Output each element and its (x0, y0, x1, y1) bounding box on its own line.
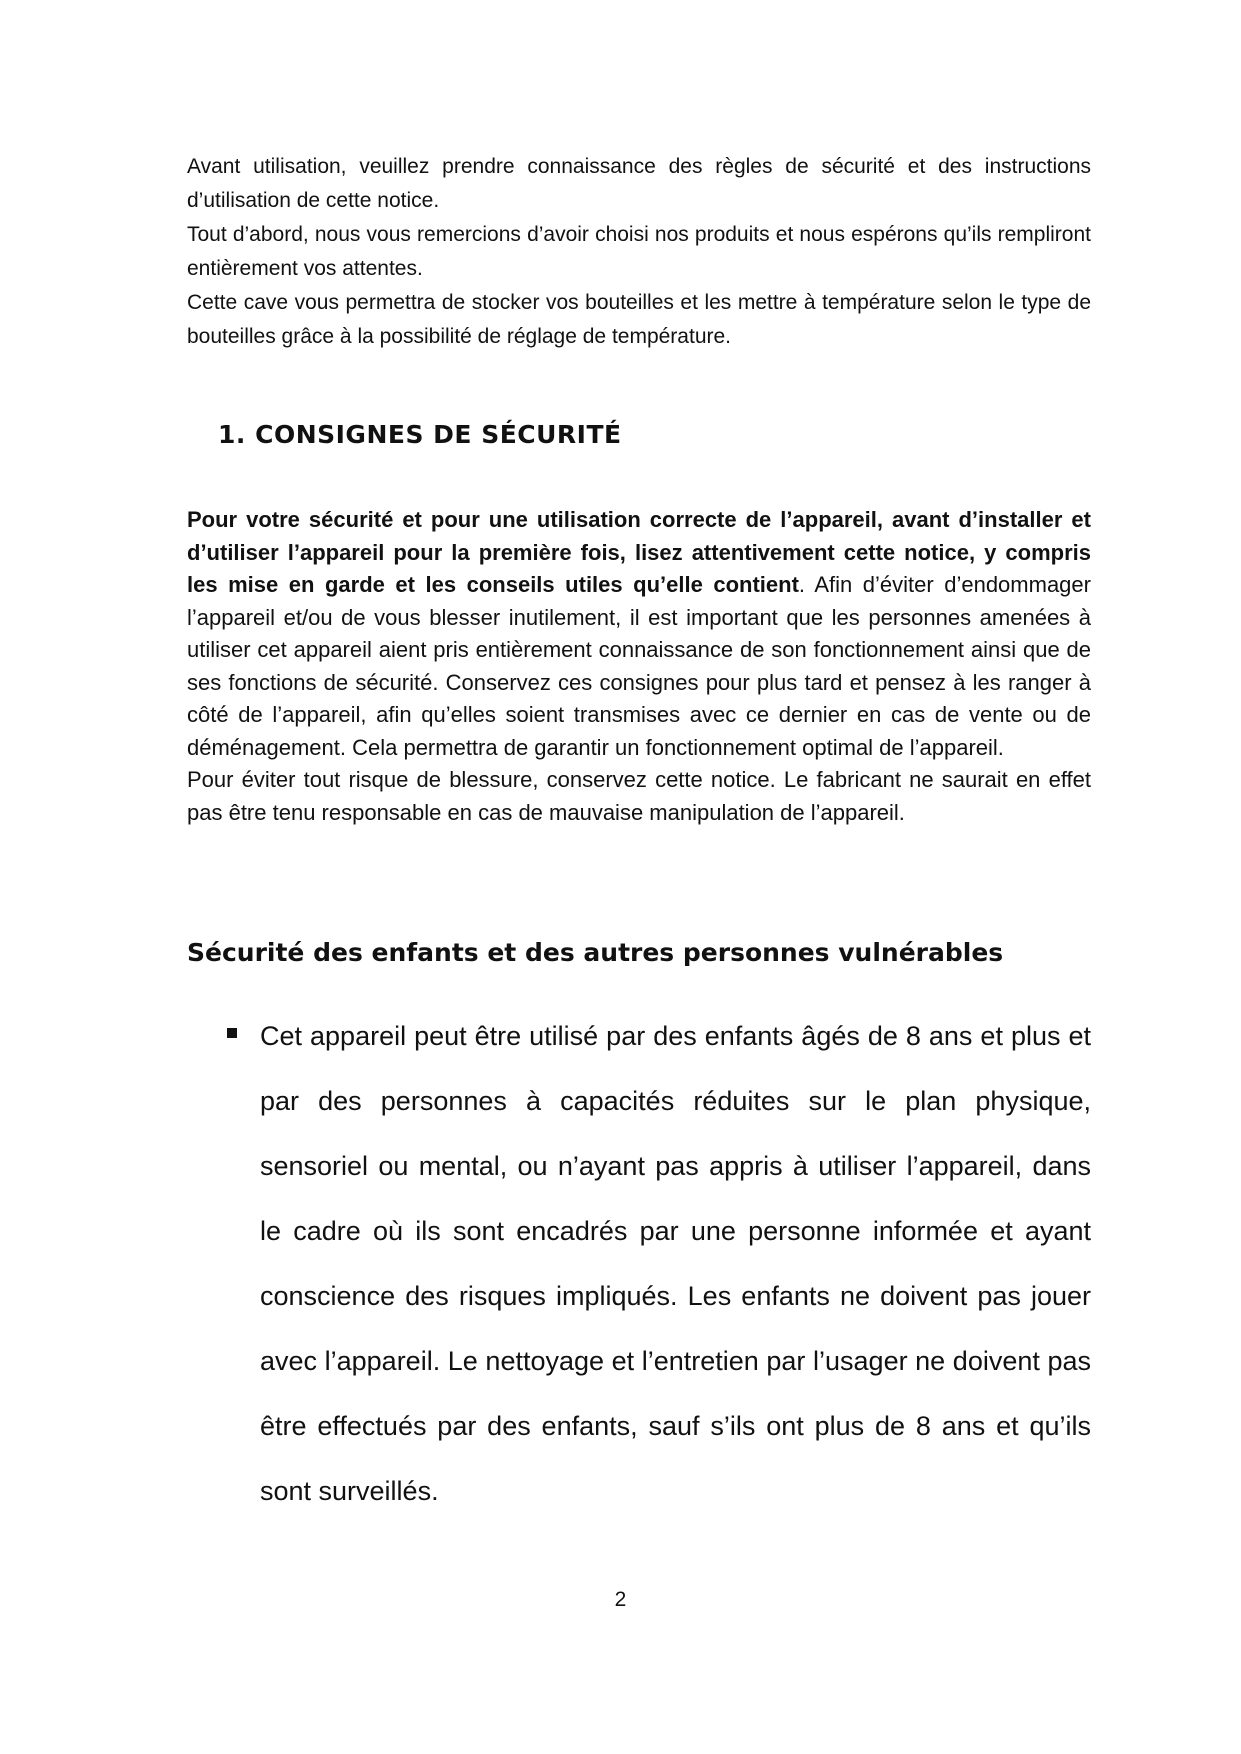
safety-paragraph-1 (187, 504, 1091, 764)
square-bullet-icon (227, 1028, 237, 1038)
safety-paragraph-2: Pour éviter tout risque de blessure, conservez cette notice. Le fabricant ne saurait en effet pas être tenu responsable en cas de mauvaise manipulation de l’appareil. (187, 767, 1091, 825)
page-number: 2 (614, 1588, 627, 1611)
intro-paragraph-1: Avant utilisation, veuillez prendre connaissance des règles de sécurité et des instructions d’utilisation de cette notice. (187, 155, 1091, 212)
section-title: 1. CONSIGNES DE SÉCURITÉ (218, 420, 622, 449)
bullet-text: Cet appareil peut être utilisé par des enfants âgés de 8 ans et plus et par des personnes à capacités réduites sur le plan physique, sensoriel ou mental, ou n’ayant pas appris à utiliser l’appareil, dans le cadre où ils sont encadrés par une personne informée et ayant conscience des risques impliqués. Les enfants ne doivent pas jouer avec l’appareil. Le nettoyage et l’entretien par l’usager ne doivent pas être effectués par des enfants, sauf s’ils ont plus de 8 ans et qu’ils sont surveillés. (260, 1021, 1091, 1506)
safety-bold-text: Pour votre sécurité et pour une utilisation correcte de l’appareil, avant d’installer et d’utiliser l’appareil pour la première fois, lisez attentivement cette notice, y compris les mise en garde et les conseils utiles qu’elle contient (187, 507, 1091, 597)
safety-regular-text: . Afin d’éviter d’endommager l’appareil et/ou de vous blesser inutilement, il est important que les personnes amenées à utiliser cet appareil aient pris entièrement connaissance de son fonctionnement ainsi que de ses fonctions de sécurité. Conservez ces consignes pour plus tard et pensez à les ranger à côté de l’appareil, afin qu’elles soient transmises avec ce dernier en cas de vente ou de déménagement. Cela permettra de garantir un fonctionnement optimal de l’appareil. (187, 572, 1091, 760)
intro-text (187, 150, 1091, 354)
subsection-title: Sécurité des enfants et des autres personnes vulnérables (187, 938, 1004, 967)
safety-intro (187, 504, 1091, 829)
bullet-item (225, 1004, 1091, 1524)
bullet-list (225, 1004, 1091, 1524)
intro-paragraph-3: Cette cave vous permettra de stocker vos bouteilles et les mettre à température selon le type de bouteilles grâce à la possibilité de réglage de température. (187, 291, 1091, 348)
intro-paragraph-2: Tout d’abord, nous vous remercions d’avoir choisi nos produits et nous espérons qu’ils rempliront entièrement vos attentes. (187, 223, 1091, 280)
